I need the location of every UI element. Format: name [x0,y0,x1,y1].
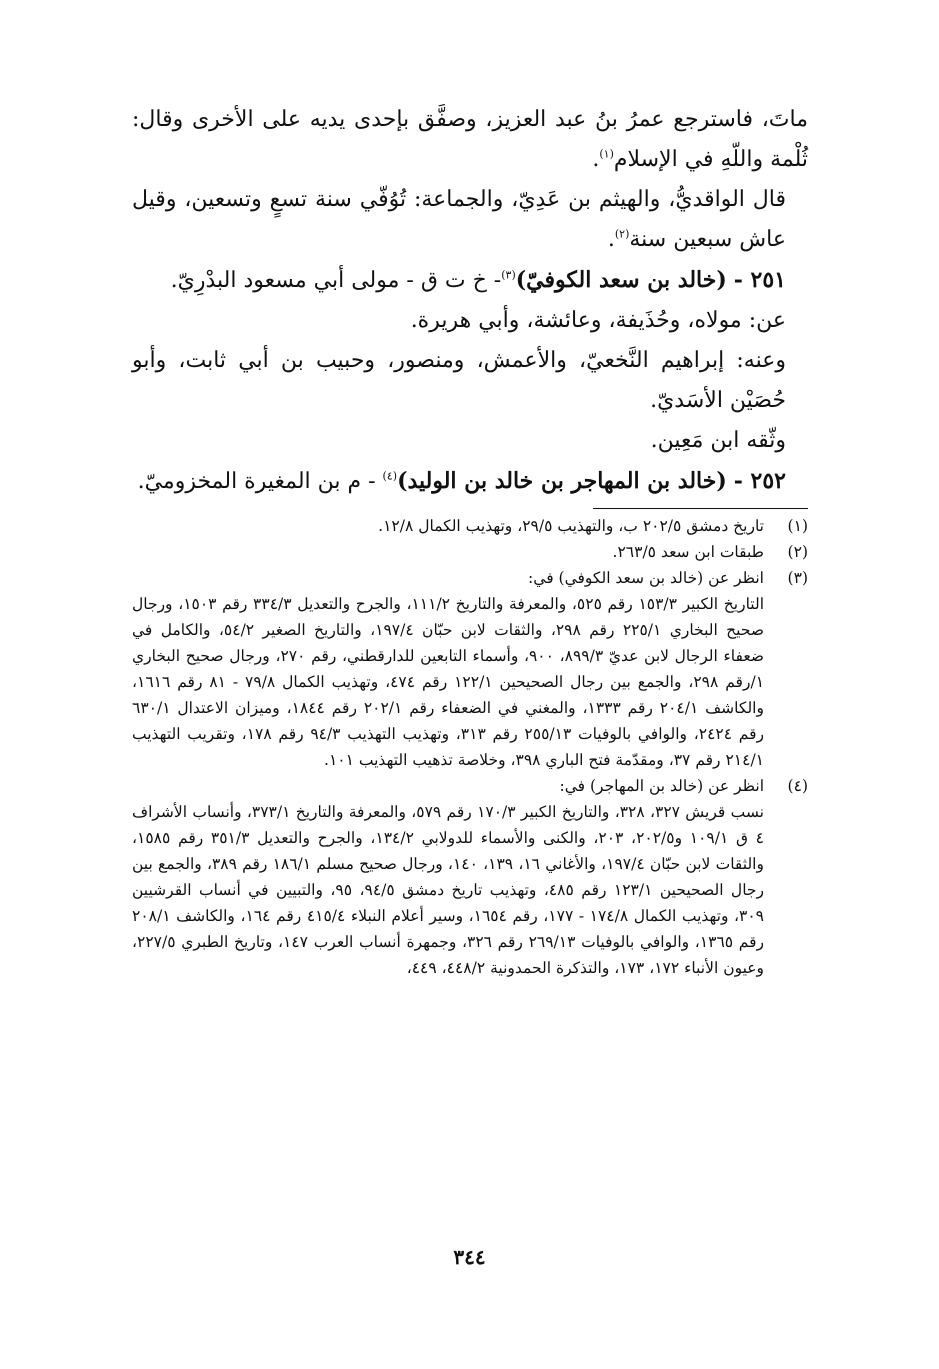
footnote-3 [132,565,808,773]
footnote-number: (٤) [787,777,808,795]
footnote-text: انظر عن (خالد بن المهاجر) في: [559,777,764,795]
paragraph-2-text: قال الواقديُّ، والهيثم بن عَدِيّ، والجماعة: تُوُفّي سنة تسعٍ وتسعين، وقيل عاش سبعين سنة [132,187,786,252]
entry-252-number: ٢٥٢ - [733,468,786,494]
footnote-ref-4[interactable]: (٤) [382,469,398,483]
entry-251-an: عن: مولاه، وحُذَيفة، وعائشة، وأبي هريرة. [410,308,786,333]
footnote-1 [132,513,808,539]
footnote-ref-2[interactable]: (٢) [614,227,630,241]
footnote-2 [132,539,808,565]
paragraph-1 [132,100,808,180]
footnote-text: طبقات ابن سعد ٢٦٣/٥. [612,543,764,561]
footnote-text: تاريخ دمشق ٢٠٢/٥ ب، والتهذيب ٢٩/٥، وتهذيب الكمال ١٢/٨. [378,517,764,535]
footnote-divider [593,508,808,509]
footnote-4 [132,773,808,981]
entry-252-rest: - م بن المغيرة المخزوميّ. [137,469,376,494]
footnote-ref-1[interactable]: (١) [599,147,614,161]
paragraph-2-end: . [607,227,615,252]
entry-252-heading [132,461,808,502]
entry-251-wa-anhu: وعنه: إبراهيم النَّخعيّ، والأعمش، ومنصور، وحبيب بن أبي ثابت، وأبو حُصَيْن الأسَديّ. [132,348,786,413]
page-number: ٣٤٤ [453,1245,486,1269]
footnote-number: (٢) [787,543,808,561]
footnote-text: نسب قريش ٣٢٧، ٣٢٨، والتاريخ الكبير ١٧٠/٣ رقم ٥٧٩، والمعرفة والتاريخ ٣٧٣/١، وأنساب الأشراف ٤ ق ١٠٩/١ و٢٠٢/٥، ٢٠٣، والكنى والأسماء للدولابي ١٣٤/٢، والجرح والتعديل ٣٥١/٣ رقم ١٥٨٥، والثقات لابن حبّان ١٩٧/٤، والأغاني ١٦، ١٣٩، ١٤٠، ورجال صحيح مسلم ١٨٦/١ رقم ٣٨٩، والجمع بين رجال الصحيحين ١٢٣/١ رقم ٤٨٥، وتهذيب تاريخ دمشق ٩٤/٥، ٩٥، والتبيين في أنساب القرشيين ٣٠٩، وتهذيب الكمال ١٧٤/٨ - ١٧٧، رقم ١٦٥٤، وسير أعلام النبلاء ٤١٥/٤ رقم ١٦٤، والكاشف ٢٠٨/١ رقم ١٣٦٥، والوافي بالوفيات ٢٦٩/١٣ رقم ٣٢٦، وجمهرة أنساب العرب ١٤٧، وتاريخ الطبري ٢٢٧/٥، وعيون الأنباء ١٧٢، ١٧٣، والتذكرة الحمدونية ٤٤٨/٢، ٤٤٩، [132,803,765,977]
footnote-body [132,565,764,773]
footnotes [132,513,808,981]
entry-251-rest: - خ ت ق - مولى أبي مسعود البدْرِيّ. [170,268,502,293]
footnote-number: (٣) [787,569,808,587]
footnote-text: التاريخ الكبير ١٥٣/٣ رقم ٥٢٥، والمعرفة والتاريخ ١١١/٢، والجرح والتعديل ٣٣٤/٣ رقم ١٥٠٣، ورجال صحيح البخاري ٢٢٥/١ رقم ٢٩٨، والثقات لابن حبّان ١٩٧/٤، والتاريخ الصغير ٥٤/٢، والكامل في ضعفاء الرجال لابن عديّ ٨٩٩/٣، ٩٠٠، وأسماء التابعين للدارقطني، رقم ٢٧٠، ورجال صحيح البخاري ١/رقم ٢٩٨، والجمع بين رجال الصحيحين ١٢٢/١ رقم ٤٧٤، وتهذيب الكمال ٧٩/٨ - ٨١ رقم ١٦١٦، والكاشف ٢٠٤/١ رقم ١٣٣٣، والمغني في الضعفاء رقم ٢٠٢/١ رقم ١٨٤٤، وميزان الاعتدال ٦٣٠/١ رقم ٢٤٢٤، والوافي بالوفيات ٢٥٥/١٣ رقم ٣١٣، وتهذيب التهذيب ٩٤/٣ رقم ١٧٨، وتقريب التهذيب ٢١٤/١ رقم ٣٧، ومقدّمة فتح الباري ٣٩٨، وخلاصة تذهيب التهذيب ١٠١. [132,595,765,769]
main-text [132,100,808,502]
paragraph-1-text: ماتَ، فاسترجع عمرُ بنُ عبد العزيز، وصفَّق بإحدى يديه على الأخرى وقال: ثُلْمة واللّهِ في الإسلام [132,107,808,172]
footnote-text: انظر عن (خالد بن سعد الكوفي) في: [528,569,764,587]
book-page [132,100,808,1350]
entry-251-number: ٢٥١ - [733,267,786,293]
entry-251-name: (خالد بن سعد الكوفيّ) [515,267,727,293]
entry-252-name: (خالد بن المهاجر بن خالد بن الوليد) [397,468,727,494]
footnote-number: (١) [787,517,808,535]
paragraph-2 [132,180,808,260]
footnote-body [132,539,764,565]
footnote-body [132,773,764,981]
paragraph-1-end: . [592,147,600,172]
entry-251-heading [132,260,808,301]
footnote-ref-3[interactable]: (٣) [501,268,516,282]
entry-251-tawthiq: وثّقه ابن مَعِين. [650,428,786,453]
footnote-body [132,513,764,539]
